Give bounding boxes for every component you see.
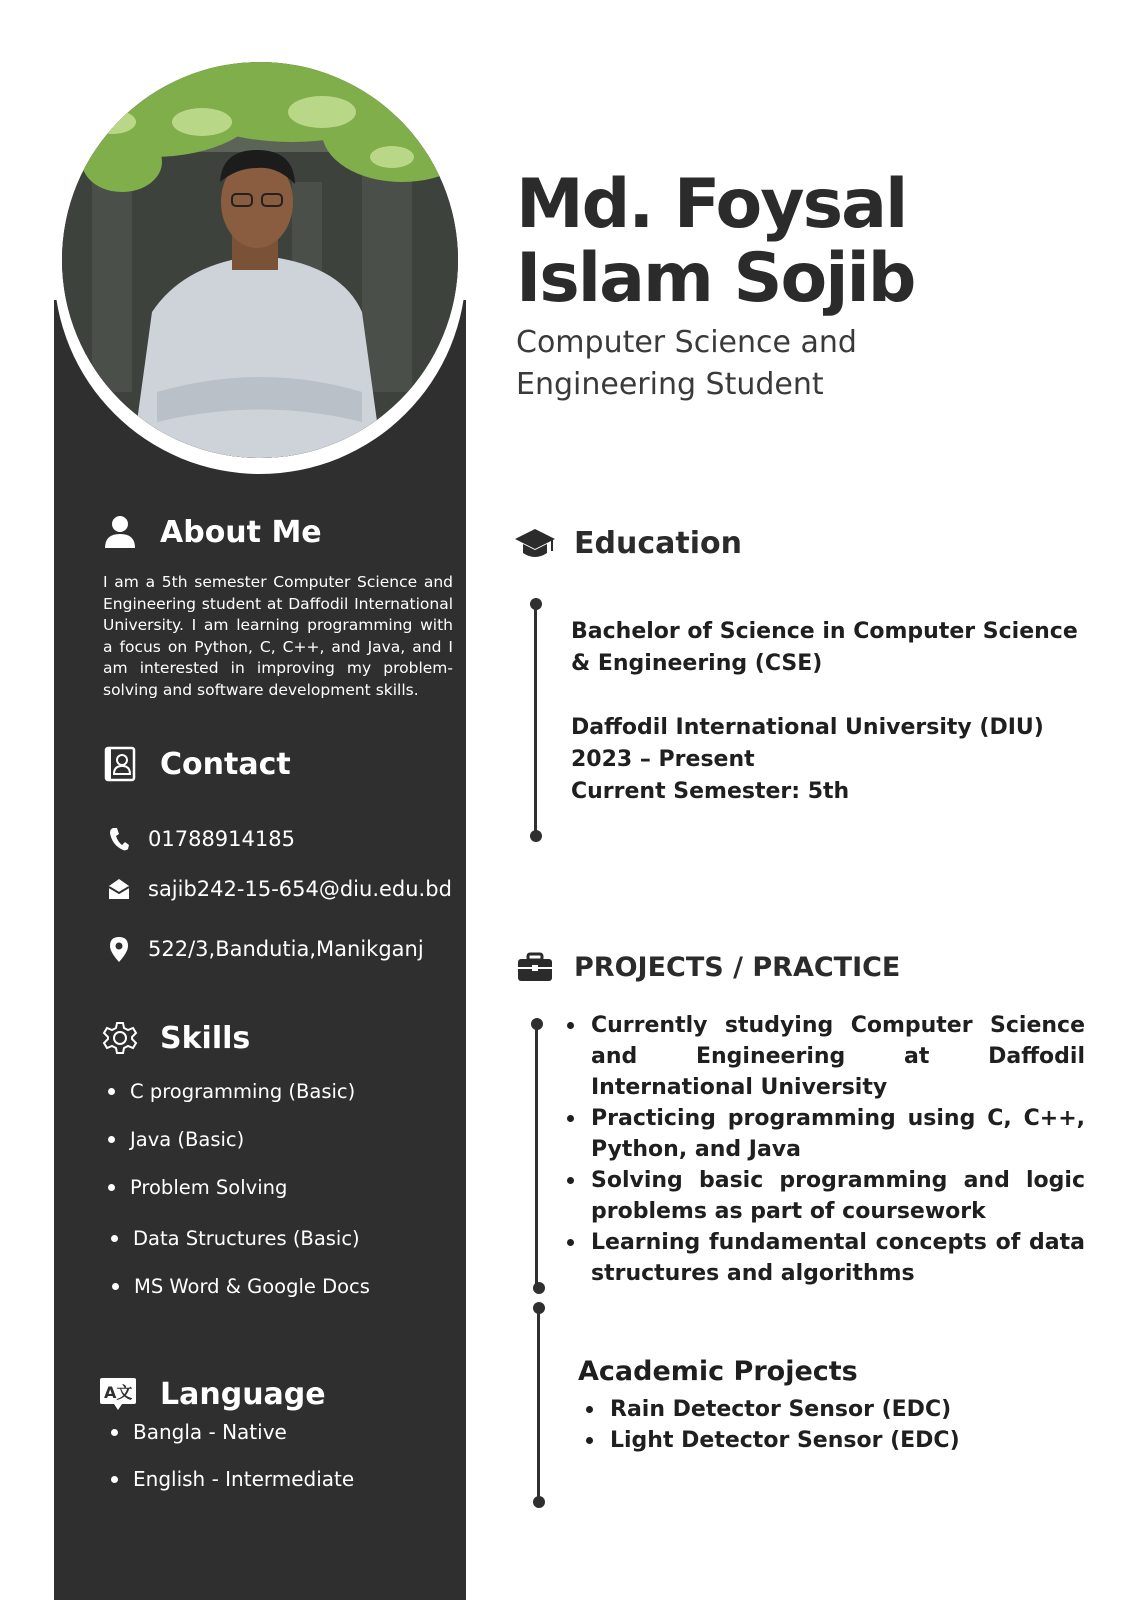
phone-icon <box>108 826 130 852</box>
list-item: Rain Detector Sensor (EDC) <box>584 1394 960 1425</box>
academic-projects-list <box>584 1394 960 1456</box>
phone-number: 01788914185 <box>148 827 295 851</box>
briefcase-icon <box>514 950 556 984</box>
language-item-1 <box>111 1420 287 1444</box>
education-entry <box>571 616 1091 808</box>
mail-icon <box>108 876 130 902</box>
list-item: Light Detector Sensor (EDC) <box>584 1425 960 1456</box>
location-pin-icon <box>108 936 130 962</box>
timeline-line <box>534 604 537 834</box>
profile-photo-illustration <box>62 62 458 458</box>
timeline-dot <box>533 1282 545 1294</box>
contact-heading <box>102 746 291 782</box>
skill-label: Java (Basic) <box>130 1128 245 1151</box>
contact-address <box>108 936 424 962</box>
skills-heading-label: Skills <box>160 1020 251 1056</box>
gear-icon <box>102 1020 138 1056</box>
list-item: Practicing programming using C, C++, Python, and Java <box>565 1103 1085 1165</box>
translate-icon <box>98 1376 138 1412</box>
degree-title: Bachelor of Science in Computer Science & Engineering (CSE) <box>571 619 1078 676</box>
svg-text:A文: A文 <box>104 1383 133 1402</box>
name-line-1: Md. Foysal <box>516 165 907 244</box>
language-label: Bangla - Native <box>133 1420 287 1444</box>
timeline-dot <box>530 830 542 842</box>
contact-email[interactable] <box>108 876 452 902</box>
person-name <box>516 165 915 318</box>
education-heading <box>514 526 742 561</box>
graduation-cap-icon <box>514 527 556 561</box>
list-item: Solving basic programming and logic problems as part of coursework <box>565 1165 1085 1227</box>
contact-heading-label: Contact <box>160 746 291 782</box>
email-address: sajib242-15-654@diu.edu.bd <box>148 877 452 901</box>
skill-row-4 <box>111 1227 360 1250</box>
skill-label: C programming (Basic) <box>130 1080 356 1103</box>
skill-row-5 <box>112 1275 370 1298</box>
skill-row-3 <box>108 1176 287 1199</box>
language-heading-label: Language <box>160 1376 326 1412</box>
projects-heading-label: PROJECTS / PRACTICE <box>574 951 901 983</box>
education-heading-label: Education <box>574 526 742 561</box>
timeline-line <box>537 1308 540 1500</box>
list-item: Learning fundamental concepts of data structures and algorithms <box>565 1227 1085 1289</box>
university-name: Daffodil International University (DIU) <box>571 715 1044 740</box>
projects-heading <box>514 950 900 984</box>
skills-heading <box>102 1020 250 1056</box>
list-item: Currently studying Computer Science and Engineering at Daffodil International University <box>565 1010 1085 1103</box>
address-text: 522/3,Bandutia,Manikganj <box>148 937 424 961</box>
about-heading <box>102 514 322 550</box>
about-text: I am a 5th semester Computer Science and Engineering student at Daffodil International University. I am learning programming with a focus on Python, C, C++, and Java, and I am interested in improving my problem-solving and software development skills. <box>103 573 453 699</box>
current-semester: Current Semester: 5th <box>571 779 850 804</box>
timeline-dot <box>533 1496 545 1508</box>
academic-projects-heading: Academic Projects <box>578 1356 858 1387</box>
language-heading <box>98 1376 326 1412</box>
about-heading-label: About Me <box>160 514 322 550</box>
job-subtitle: Computer Science and Engineering Student <box>516 325 857 402</box>
skill-label: MS Word & Google Docs <box>134 1275 370 1298</box>
projects-list <box>565 1010 1085 1289</box>
skill-label: Problem Solving <box>130 1176 288 1199</box>
contact-book-icon <box>102 746 138 782</box>
skill-row-1 <box>108 1080 355 1103</box>
skill-row-2 <box>108 1128 244 1151</box>
language-item-2 <box>111 1467 354 1491</box>
profile-photo <box>62 62 458 458</box>
skill-label: Data Structures (Basic) <box>133 1227 360 1250</box>
timeline-line <box>535 1024 538 1286</box>
contact-phone[interactable] <box>108 826 295 852</box>
name-line-2: Islam Sojib <box>516 239 915 318</box>
language-label: English - Intermediate <box>133 1467 355 1491</box>
person-icon <box>102 514 138 550</box>
education-years: 2023 – Present <box>571 747 755 772</box>
